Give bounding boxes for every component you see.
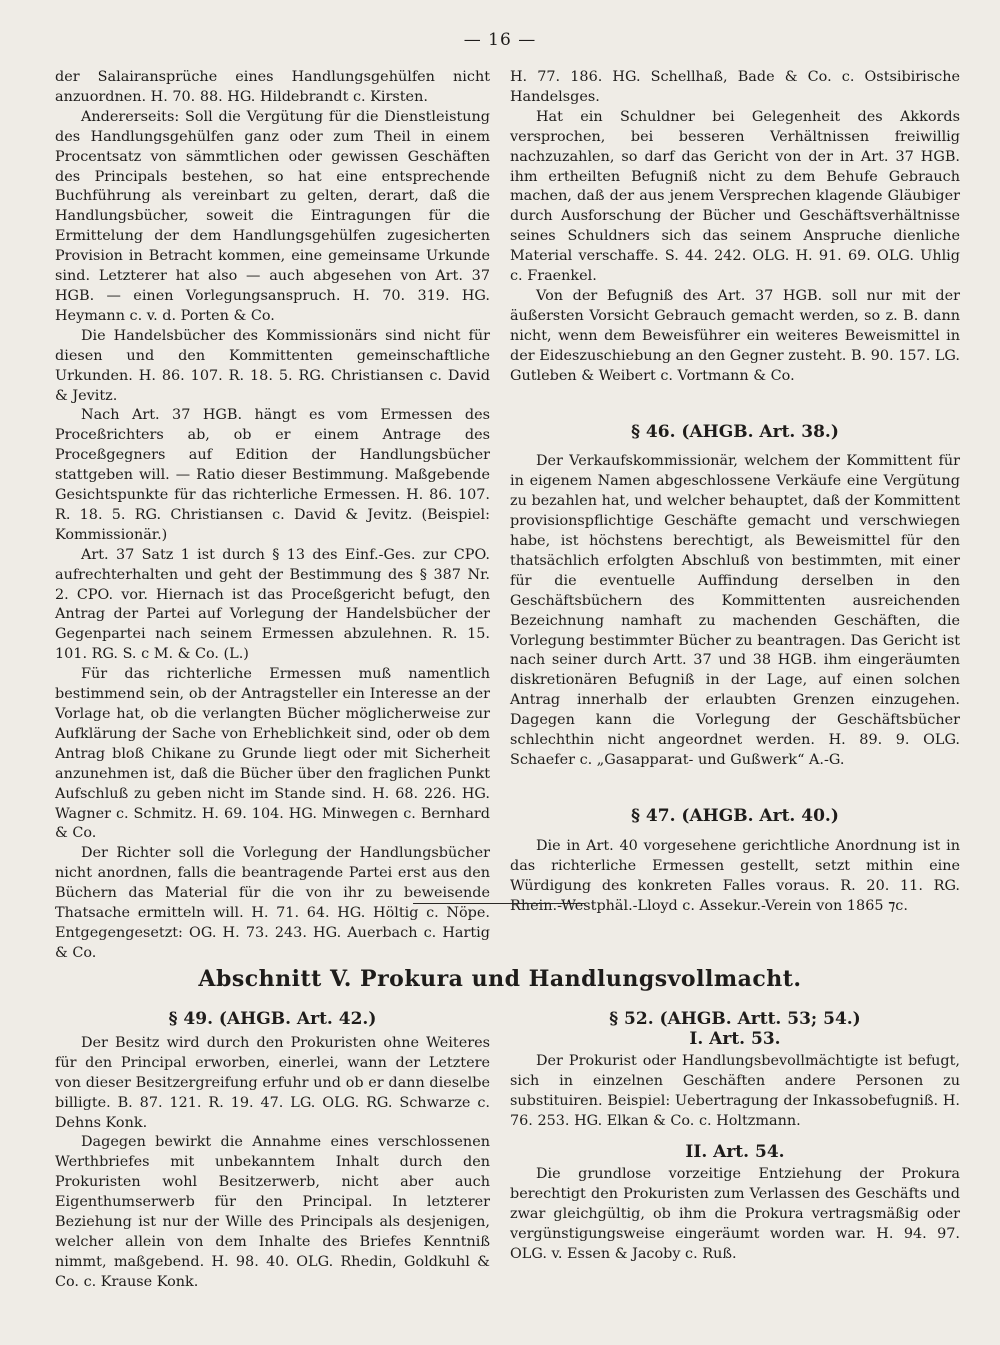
column-top-left (55, 68, 490, 964)
divider (413, 903, 585, 904)
paragraph: Der Besitz wird durch den Prokuristen ohne Weiteres für den Principal erworben, einerlei, wann der Letztere von dieser Besitzergreifung erfuhr und ob er dann dieselbe billigte. B. 87. 121. R. 19. 47. LG. OLG. RG. Schwarze c. Dehns Konk. (55, 1034, 490, 1131)
paragraph: Der Richter soll die Vorlegung der Handlungsbücher nicht anordnen, falls die beantragende Partei erst aus den Büchern das Material für die von ihr zu beweisende Thatsache ermitteln will. H. 71. 64. HG. Höltig c. Nöpe. Entgegengesetzt: OG. H. 73. 243. HG. Auerbach c. Hartig & Co. (55, 845, 490, 961)
paragraph: Der Verkaufskommissionär, welchem der Kommittent für in eigenem Namen abgeschlossene Verkäufe eine Vergütung zu bezahlen hat, und welcher behauptet, daß der Kommittent provisionspflichtige Geschäfte gemacht und verschwiegen habe, ist höchstens berechtigt, als Beweismittel für den thatsächlich erfolgten Abschluß von bestimmten, mit einer für die eventuelle Auffindung derselben in den Geschäftsbüchern des Kommittenten ausreichenden Bezeichnung namhaft zu machenden Geschäften, die Vorlegung bestimmter Bücher zu beantragen. Das Gericht ist nach seiner durch Artt. 37 und 38 HGB. ihm eingeräumten diskretionären Befugniß in der Lage, auf einen solchen Antrag innerhalb der erlaubten Grenzen einzugehen. Dagegen kann die Vorlegung der Geschäftsbücher schlechthin nicht angeordnet werden. H. 89. 9. OLG. Schaefer c. „Gasapparat- und Gußwerk“ A.-G. (510, 453, 960, 768)
paragraph: Die grundlose vorzeitige Entziehung der Prokura berechtigt den Prokuristen zum Verlassen des Geschäfts und zwar gleichgültig, ob ihm die Prokura vertragsmäßig oder vergünstigungsweise eingeräumt worden war. H. 94. 97. OLG. v. Essen & Jacoby c. Ruß. (510, 1166, 960, 1262)
column-bottom-right (510, 1010, 960, 1265)
paragraph: Für das richterliche Ermessen muß namentlich bestimmend sein, ob der Antragsteller ein Interesse an der Vorlage hat, ob die verlangten Bücher möglicherweise zur Aufklärung der Sache von Erheblichkeit sind, oder ob dem Antrag bloß Chikane zu Grunde liegt oder mit Sicherheit anzunehmen ist, daß die Bücher über den fraglichen Punkt Aufschluß zu geben nicht im Stande sind. H. 68. 226. HG. Wagner c. Schmitz. H. 69. 104. HG. Minwegen c. Bernhard & Co. (55, 666, 490, 842)
paragraph: Von der Befugniß des Art. 37 HGB. soll nur mit der äußersten Vorsicht Gebrauch gemacht werden, so z. B. dann nicht, wenn dem Beweisführer ein weiteres Beweismittel in der Eideszuschiebung an den Gegner zusteht. B. 90. 157. LG. Gutleben & Weibert c. Vortmann & Co. (510, 287, 960, 384)
paragraph: Hat ein Schuldner bei Gelegenheit des Akkords versprochen, bei besseren Verhältnissen freiwillig nachzuzahlen, so darf das Gericht von der in Art. 37 HGB. ihm ertheilten Befugniß nicht zu dem Behufe Gebrauch machen, daß der aus jenem Versprechen klagende Gläubiger durch Ausforschung der Bücher und Geschäftsverhältnisse seines Schuldners sich das seinem Anspruche dienliche Material verschaffe. S. 44. 242. OLG. H. 91. 69. OLG. Uhlig c. Fraenkel. (510, 108, 960, 285)
section-heading-49: § 49. (AHGB. Art. 42.) (168, 1009, 377, 1029)
paragraph: H. 77. 186. HG. Schellhaß, Bade & Co. c. Ostsibirische Handelsges. (510, 69, 960, 105)
chapter-title: Abschnitt V. Prokura und Handlungsvollmacht. (198, 966, 802, 992)
section-heading-52: § 52. (AHGB. Artt. 53; 54.) (609, 1009, 861, 1029)
column-top-right (510, 68, 960, 916)
subsection-heading-1: I. Art. 53. (689, 1028, 781, 1049)
paragraph: Dagegen bewirkt die Annahme eines verschlossenen Werthbriefes mit unbekanntem Inhalt durch den Prokuristen wohl Besitzerwerb, nicht aber auch Eigenthumserwerb für den Principal. In letzterer Beziehung ist nur der Wille des Principals als desjenigen, welcher allein von dem Inhalte des Briefes Kenntniß nimmt, maßgebend. H. 98. 40. OLG. Rhedin, Goldkuhl & Co. c. Krause Konk. (55, 1134, 490, 1290)
paragraph: der Salairansprüche eines Handlungsgehülfen nicht anzuordnen. H. 70. 88. HG. Hildebrandt c. Kirsten. (55, 69, 490, 105)
paragraph: Nach Art. 37 HGB. hängt es vom Ermessen des Proceßrichters ab, ob er einem Antrage des Proceßgegners auf Edition der Handlungsbücher stattgeben will. — Ratio dieser Bestimmung. Maßgebende Gesichtspunkte für das richterliche Ermessen. H. 86. 107. R. 18. 5. RG. Christiansen c. David & Jevitz. (Beispiel: Kommissionär.) (55, 407, 490, 543)
paragraph: Die in Art. 40 vorgesehene gerichtliche Anordnung ist in das richterliche Ermessen gestellt, setzt mithin eine Würdigung des konkreten Falles voraus. R. 20. 11. RG. Rhein.-Westphäl.-Lloyd c. Assekur.-Verein von 1865 ⁊c. (510, 837, 960, 914)
section-heading-46: § 46. (AHGB. Art. 38.) (631, 421, 839, 442)
paragraph: Art. 37 Satz 1 ist durch § 13 des Einf.-Ges. zur CPO. aufrechterhalten und geht der Bestimmung des § 387 Nr. 2. CPO. vor. Hiernach ist das Proceßgericht befugt, den Antrag der Partei auf Vorlegung der Handelsbücher der Gegenpartei nach seinem Ermessen abzulehnen. R. 15. 101. RG. S. c M. & Co. (L.) (55, 546, 490, 663)
paragraph: Die Handelsbücher des Kommissionärs sind nicht für diesen und den Kommittenten gemeinschaftliche Urkunden. H. 86. 107. R. 18. 5. RG. Christiansen c. David & Jevitz. (55, 327, 490, 404)
section-heading-47: § 47. (AHGB. Art. 40.) (631, 805, 839, 826)
page-number: — 16 — (463, 30, 537, 50)
paragraph: Der Prokurist oder Handlungsbevollmächtigte ist befugt, sich in einzelnen Geschäften andere Personen zu substituiren. Beispiel: Uebertragung der Inkassobefugniß. H. 76. 253. HG. Elkan & Co. c. Holtzmann. (510, 1052, 960, 1129)
column-bottom-left (55, 1010, 490, 1293)
subsection-heading-2: II. Art. 54. (685, 1142, 785, 1163)
paragraph: Andererseits: Soll die Vergütung für die Dienstleistung des Handlungsgehülfen ganz oder zum Theil in einem Procentsatz von sämmtlichen oder gewissen Geschäften des Principals bestehen, so hat eine entsprechende Buchführung als vereinbart zu gelten, derart, daß die Handlungsbücher, soweit die Eintragungen für die Ermittelung der dem Handlungsgehülfen zugesicherten Provision in Betracht kommen, eine gemeinsame Urkunde sind. Letzterer hat also — auch abgesehen von Art. 37 HGB. — einen Vorlegungsanspruch. H. 70. 319. HG. Heymann c. v. d. Porten & Co. (55, 108, 490, 324)
